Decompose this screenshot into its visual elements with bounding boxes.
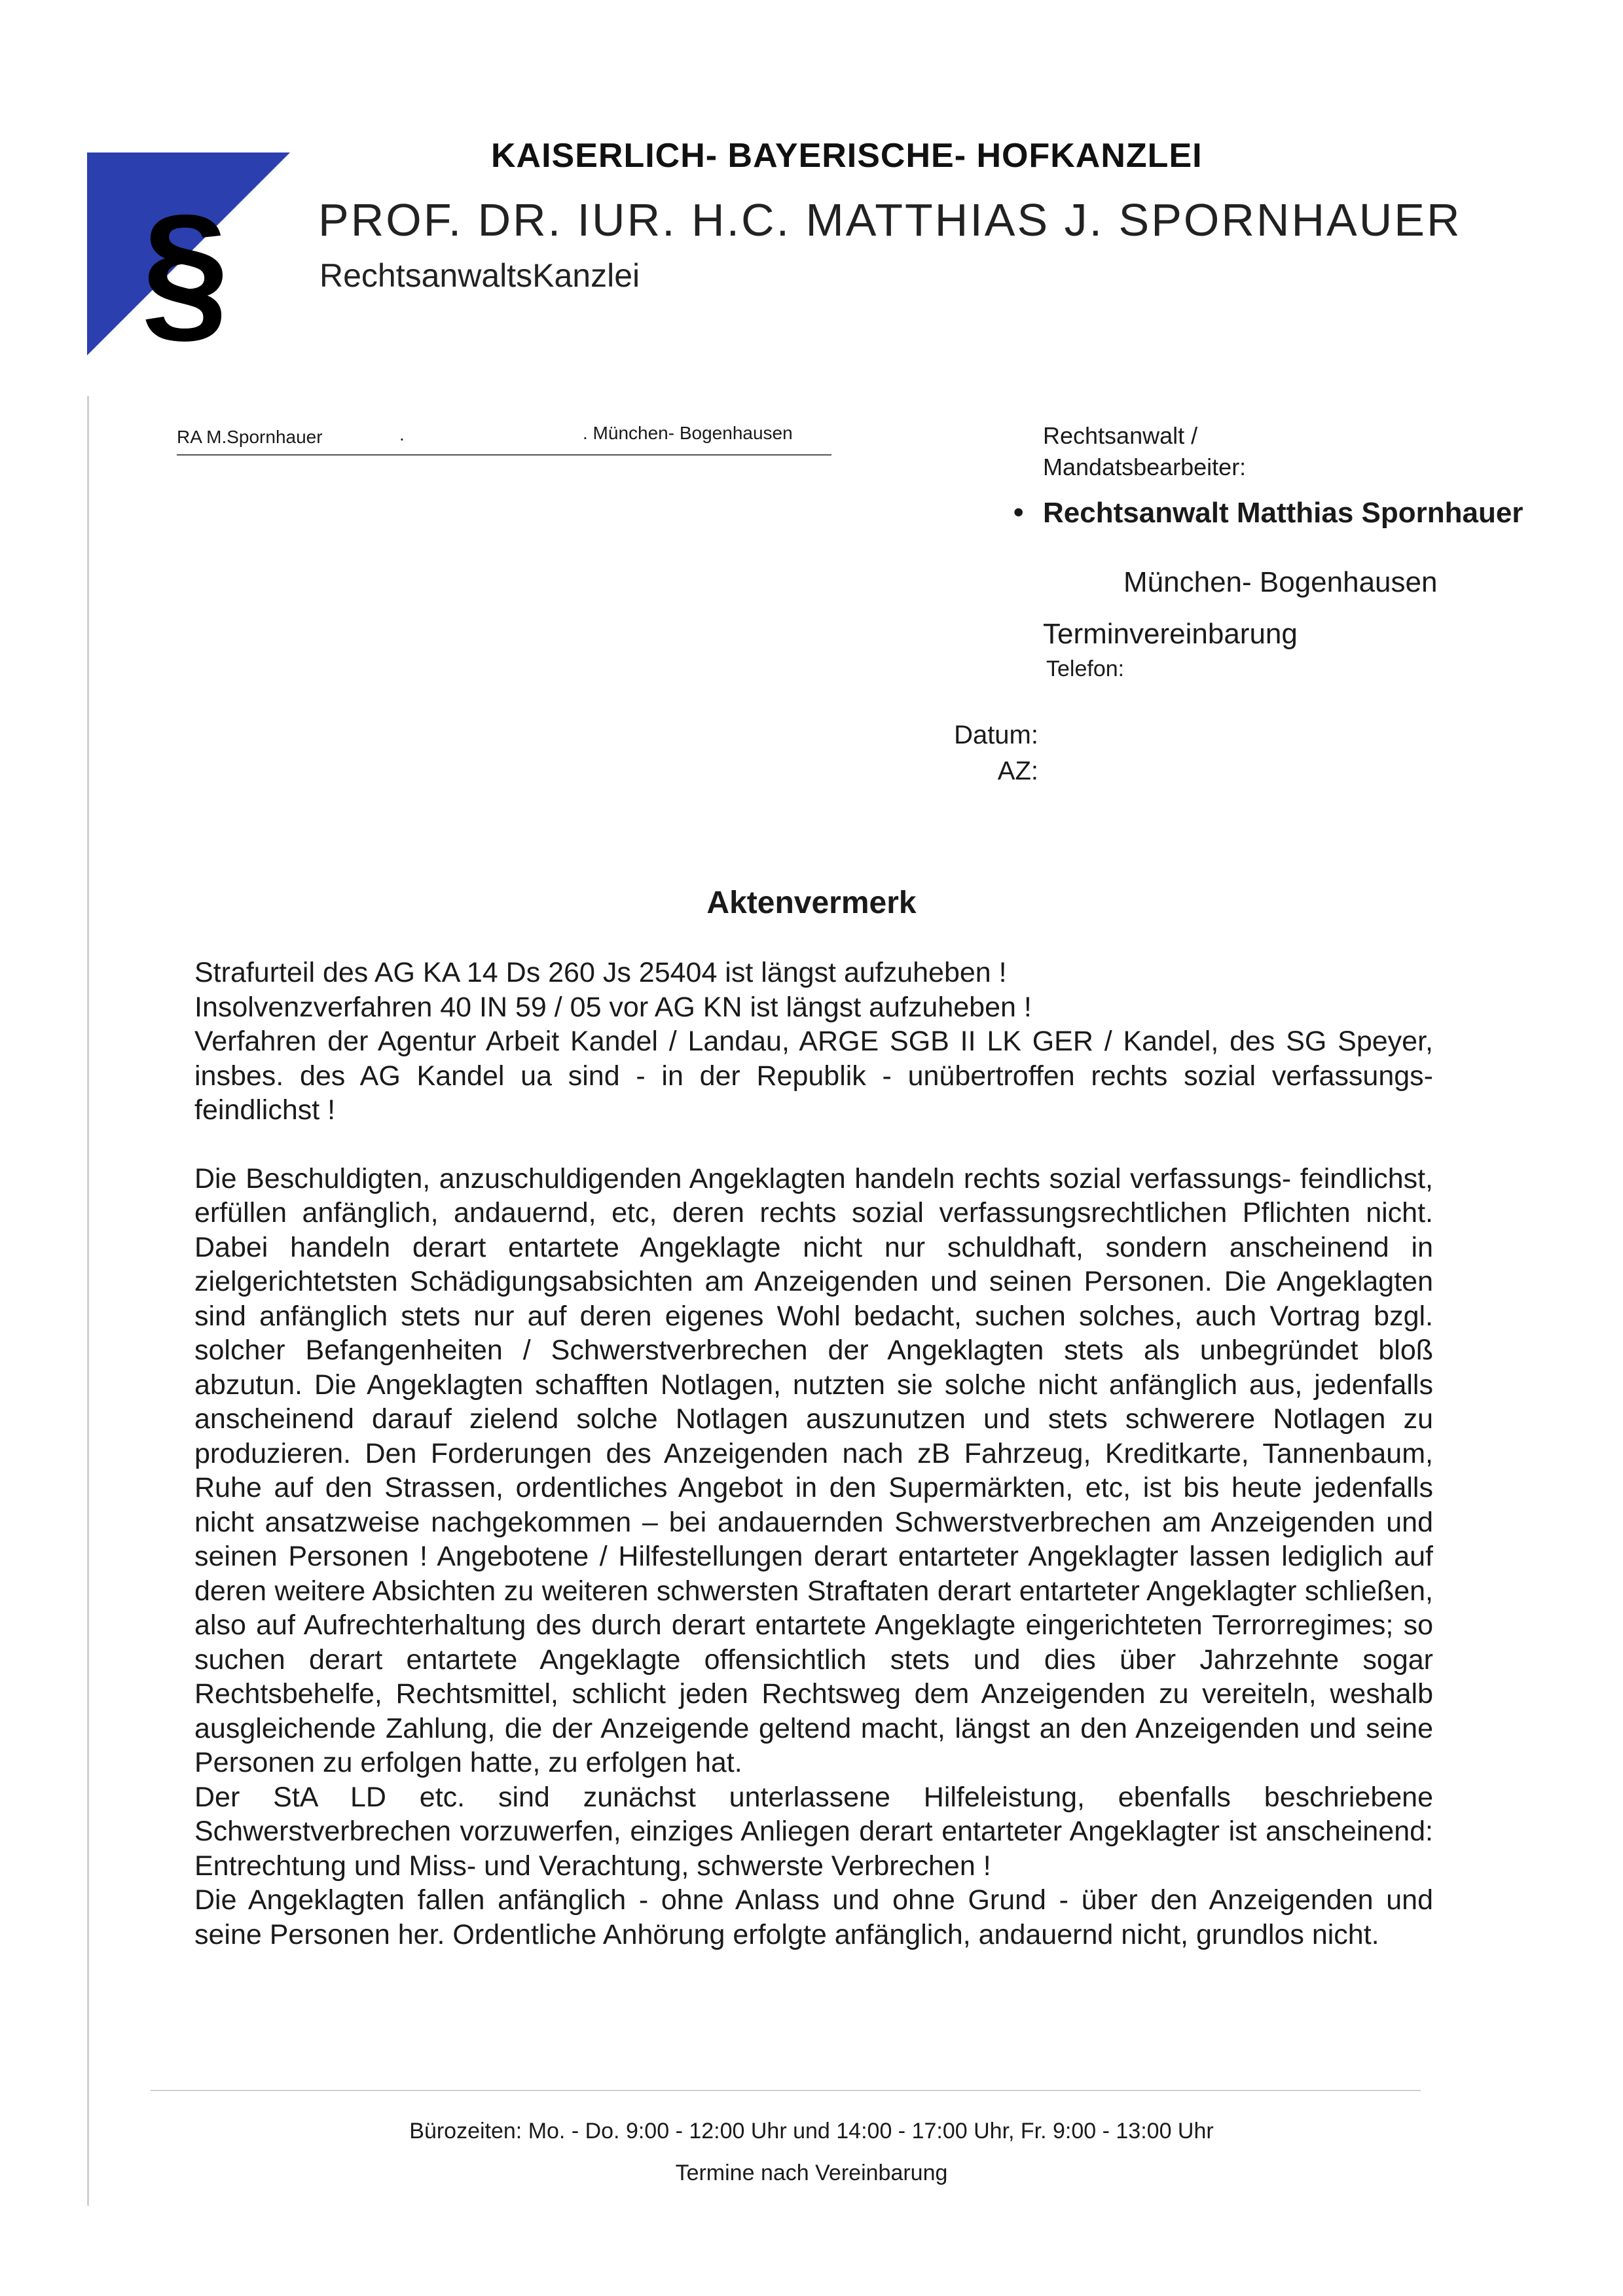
margin-rule (87, 396, 89, 2206)
logo-graphic (87, 152, 290, 355)
body-paragraph-1: Die Beschuldigten, anzuschuldigenden Angeklagten handeln rechts sozial verfassungs- feindlichst, erfüllen anfänglich, andauernd, etc, deren rechts sozial verfassungsrechtlichen Pflichten nicht. Dabei handeln derart entartete Angeklagte nicht nur schuldhaft, sondern anscheinend in zielgerichtetsten Schädigungsabsichten am Anzeigenden und seinen Personen. Die Angeklagten sind anfänglich stets nur auf deren eigenes Wohl bedacht, suchen solches, auch Vortrag bzgl. solcher Befangenheiten / Schwerstverbrechen der Angeklagten stets als unbegründet bloß abzutun. Die Angeklagten schafften Notlagen, nutzten sie solche nicht anfänglich aus, jedenfalls anscheinend darauf zielend solche Notlagen auszunutzen und stets schwerere Notlagen zu produzieren. Den Forderungen des Anzeigenden nach zB Fahrzeug, Kreditkarte, Tannenbaum, Ruhe auf den Strassen, ordentliches Angebot in den Supermärkten, etc, ist bis heute jedenfalls nicht ansatzweise nachgekommen – bei andauernden Schwerstverbrechen am Anzeigenden und seinen Personen ! Angebotene / Hilfestellungen derart entarteter Angeklagter lassen lediglich auf deren weitere Absichten zu weiteren schwersten Straftaten derart entarteter Angeklagter schließen, also auf Aufrechterhaltung des durch derart entartete Angeklagte eingerichteten Terrorregimes; so suchen derart entartete Angeklagte offensichtlich stets und dies über Jahrzehnte sogar Rechtsbehelfe, Rechtsmittel, schlicht jeden Rechtsweg dem Anzeigenden zu vereiteln, weshalb ausgleichende Zahlung, die der Anzeigende geltend macht, längst an den Anzeigenden und seine Personen zu erfolgen hatte, zu erfolgen hat. (194, 1162, 1433, 1778)
representative-city: München- Bogenhausen (1123, 566, 1438, 598)
return-separator: . (399, 424, 405, 444)
appointment-label: Terminvereinbarung (1043, 618, 1298, 650)
reference-label: AZ: (997, 757, 1038, 785)
representative-label: Rechtsanwalt / (1043, 422, 1198, 449)
representative-label-2: Mandatsbearbeiter: (1043, 454, 1247, 480)
document-body (194, 956, 1433, 1952)
phone-label: Telefon: (1046, 656, 1125, 681)
firm-title: KAISERLICH- BAYERISCHE- HOFKANZLEI (491, 137, 1203, 175)
lawyer-name: PROF. DR. IUR. H.C. MATTHIAS J. SPORNHAUER (318, 194, 1462, 245)
return-address-line (177, 423, 831, 456)
firm-subtitle: RechtsanwaltsKanzlei (319, 257, 640, 294)
office-hours: Bürozeiten: Mo. - Do. 9:00 - 12:00 Uhr und 14:00 - 17:00 Uhr, Fr. 9:00 - 13:00 Uhr (409, 2119, 1214, 2144)
footer-divider (151, 2090, 1421, 2091)
bullet-icon: • (1013, 496, 1024, 528)
date-label: Datum: (954, 721, 1038, 749)
return-city: . München- Bogenhausen (583, 423, 793, 443)
body-line-1: Strafurteil des AG KA 14 Ds 260 Js 25404 ist längst aufzuheben ! (194, 957, 1007, 988)
document-heading: Aktenvermerk (706, 886, 917, 920)
body-line-2: Insolvenzverfahren 40 IN 59 / 05 vor AG KN ist längst aufzuheben ! (194, 991, 1032, 1023)
body-paragraph-2: Der StA LD etc. sind zunächst unterlassene Hilfeleistung, ebenfalls beschriebene Schwerstverbrechen vorzuwerfen, einziges Anliegen derart entarteter Angeklagter ist anscheinend: Entrechtung und Miss- und Verachtung, schwerste Verbrechen ! (194, 1781, 1433, 1882)
appointments-note: Termine nach Vereinbarung (675, 2161, 948, 2185)
body-paragraph-3: Die Angeklagten fallen anfänglich - ohne Anlass und ohne Grund - über den Anzeigenden und seine Personen her. Ordentliche Anhörung erfolgte anfänglich, andauernd nicht, grundlos nicht. (194, 1884, 1433, 1950)
section-sign-icon: § (141, 182, 229, 355)
body-line-3: Verfahren der Agentur Arbeit Kandel / Landau, ARGE SGB II LK GER / Kandel, des SG Speyer, insbes. des AG Kandel ua sind - in der Republik - unübertroffen rechts sozial verfassungs- feindlichst ! (194, 1026, 1433, 1126)
representative-name: Rechtsanwalt Matthias Spornhauer (1043, 497, 1523, 529)
section-sign-logo (87, 152, 290, 355)
return-sender: RA M.Spornhauer (177, 427, 323, 447)
